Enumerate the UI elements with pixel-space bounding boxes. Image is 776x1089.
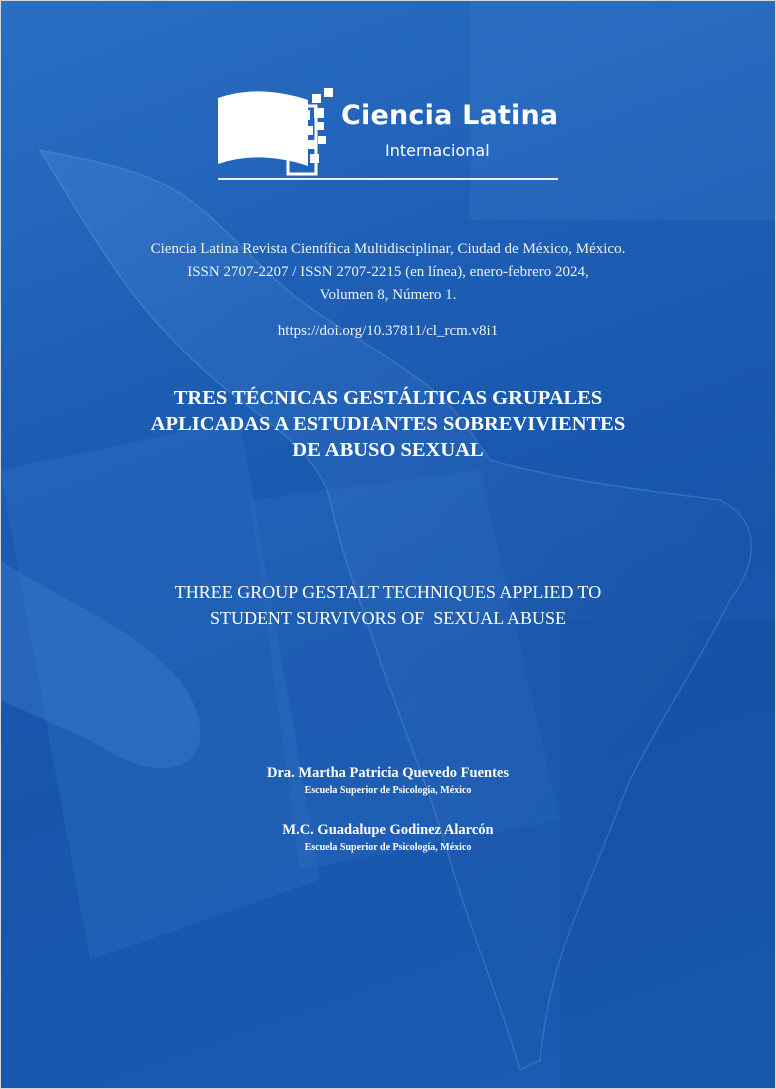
title-english-line: THREE GROUP GESTALT TECHNIQUES APPLIED TO: [174, 582, 602, 602]
title-spanish-line: APLICADAS A ESTUDIANTES SOBREVIVIENTES: [150, 413, 626, 435]
volume-line: Volumen 8, Número 1.: [319, 287, 457, 303]
logo-divider: [218, 178, 558, 180]
author-affiliation: Escuela Superior de Psicología, México: [304, 785, 472, 796]
title-spanish-line: DE ABUSO SEXUAL: [292, 439, 484, 461]
title-spanish-line: TRES TÉCNICAS GESTÁLTICAS GRUPALES: [173, 387, 603, 409]
title-spanish: [60, 385, 716, 463]
author-name: M.C. Guadalupe Godinez Alarcón: [282, 822, 494, 838]
doi-link[interactable]: https://doi.org/10.37811/cl_rcm.v8i1: [277, 323, 499, 339]
logo-title: Ciencia Latina: [341, 100, 559, 131]
author-affiliation: Escuela Superior de Psicología, México: [304, 842, 472, 853]
author-name: Dra. Martha Patricia Quevedo Fuentes: [266, 765, 510, 781]
issn-line: ISSN 2707-2207 / ISSN 2707-2215 (en línea), enero-febrero 2024,: [187, 264, 589, 280]
title-english-line: STUDENT SURVIVORS OF SEXUAL ABUSE: [209, 608, 567, 628]
logo-subtitle: Internacional: [385, 141, 490, 160]
journal-info-line: Ciencia Latina Revista Científica Multidisciplinar, Ciudad de México, México.: [150, 241, 626, 257]
title-english: [60, 579, 716, 631]
